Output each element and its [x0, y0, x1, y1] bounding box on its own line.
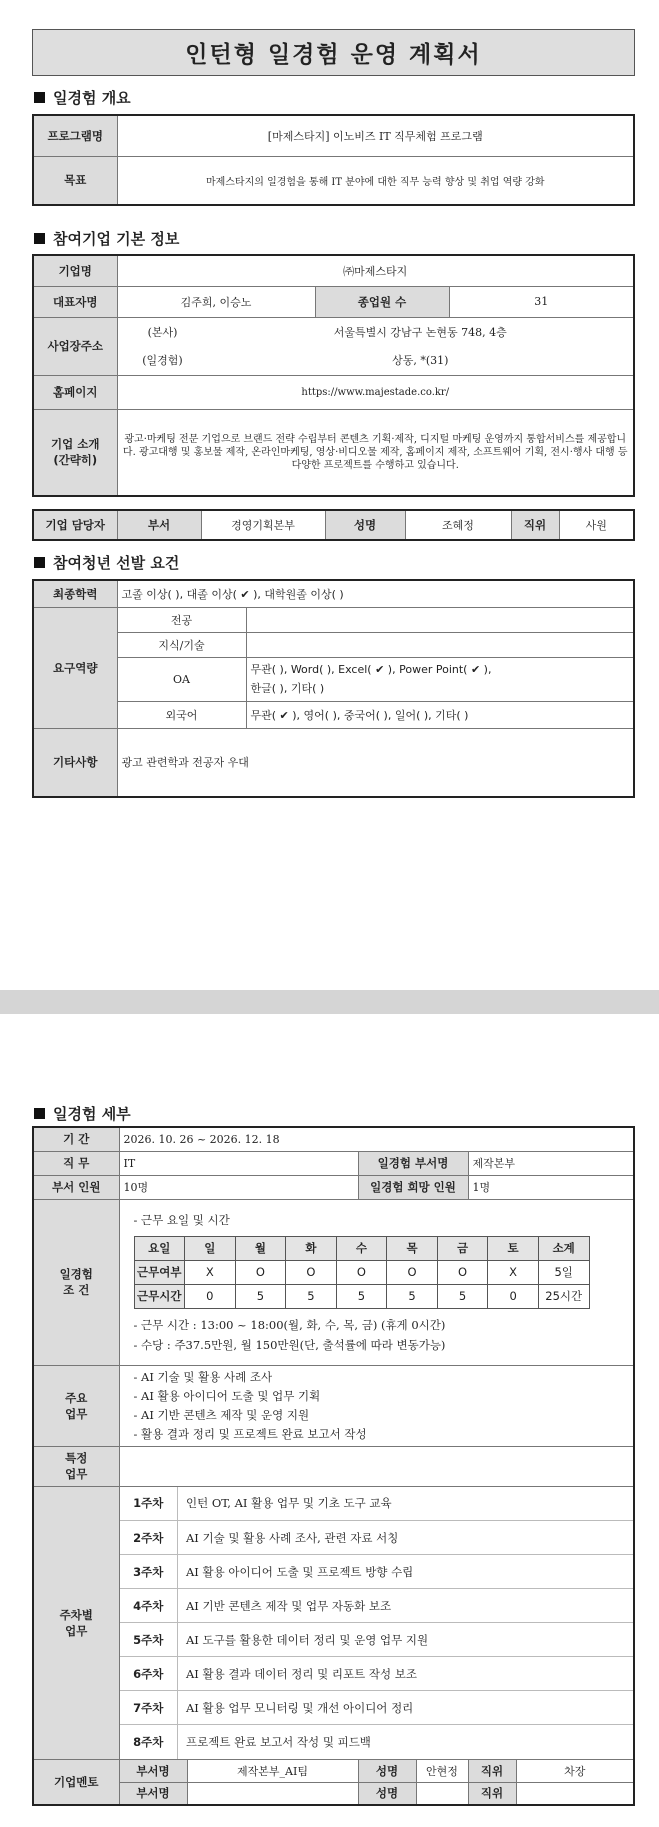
- mentor-position-label: 직위: [468, 1759, 516, 1782]
- section-heading-requirements: 참여청년 선발 요건: [34, 552, 179, 573]
- schedule-table: [134, 1236, 590, 1309]
- schedule-header-cell: 금: [437, 1236, 488, 1260]
- schedule-cell: O: [336, 1260, 387, 1284]
- main-task-item: - 활용 결과 정리 및 프로젝트 완료 보고서 작성: [133, 1426, 367, 1441]
- skill-label: 요구역량: [33, 607, 117, 728]
- goal-label: 목표: [33, 156, 117, 205]
- hope-count-label: 일경험 희망 인원: [358, 1175, 468, 1199]
- employee-count-label: 종업원 수: [315, 286, 449, 317]
- main-task-item: - AI 기술 및 활용 사례 조사: [133, 1369, 273, 1384]
- schedule-header-cell: 요일: [134, 1236, 185, 1260]
- company-name-value: ㈜마제스타지: [117, 255, 634, 286]
- mentor2-name-label: 성명: [358, 1782, 416, 1805]
- schedule-cell: 5: [336, 1284, 387, 1308]
- square-bullet-icon: [34, 233, 45, 244]
- language-label: 외국어: [117, 701, 246, 728]
- main-task-item: - AI 기반 콘텐츠 제작 및 운영 지원: [133, 1407, 310, 1422]
- contact-table: [32, 509, 635, 541]
- contact-position-value: 사원: [559, 510, 634, 540]
- mentor2-position-label: 직위: [468, 1782, 516, 1805]
- homepage-link[interactable]: https://www.majestade.co.kr/: [117, 375, 634, 409]
- mentor-position-value: 차장: [516, 1759, 634, 1782]
- requirements-table: [32, 579, 635, 798]
- weekly-task-row: [120, 1725, 634, 1759]
- main-tasks-cell: [119, 1365, 634, 1446]
- mentor-name-value: 안현정: [416, 1759, 468, 1782]
- section-heading-overview: 일경험 개요: [34, 87, 131, 108]
- condition-label: 일경험 조 건: [33, 1199, 119, 1365]
- overview-table: [32, 114, 635, 206]
- special-tasks-value: [119, 1446, 634, 1486]
- job-value: IT: [119, 1151, 358, 1175]
- company-table: [32, 254, 635, 497]
- schedule-cell: 5일: [538, 1260, 589, 1284]
- condition-cell: [119, 1199, 634, 1365]
- program-name-value: [마제스타지] 이노비즈 IT 직무체험 프로그램: [117, 115, 634, 156]
- company-intro-label: 기업 소개 (간략히): [33, 409, 117, 496]
- contact-name-label: 성명: [325, 510, 405, 540]
- details-table: [32, 1126, 635, 1806]
- main-task-item: - AI 활용 아이디어 도출 및 업무 기획: [133, 1388, 321, 1403]
- week-number: 3주차: [120, 1555, 178, 1589]
- education-label: 최종학력: [33, 580, 117, 607]
- schedule-cell: 5: [437, 1284, 488, 1308]
- address-work-value: 상동, *(31): [392, 354, 449, 367]
- work-dept-label: 일경험 부서명: [358, 1151, 468, 1175]
- knowledge-value: [246, 632, 634, 657]
- schedule-header-cell: 수: [336, 1236, 387, 1260]
- square-bullet-icon: [34, 92, 45, 103]
- schedule-cell: 0: [185, 1284, 236, 1308]
- schedule-header-cell: 일: [185, 1236, 236, 1260]
- schedule-cell: O: [437, 1260, 488, 1284]
- company-intro-value: 광고·마케팅 전문 기업으로 브랜드 전략 수립부터 콘텐츠 기획·제작, 디지털 마케팅 운영까지 통합서비스를 제공합니다. 광고대행 및 홍보물 제작, 온라인마케팅, 영상·비디오물 제작, 홈페이지 제작, 소프트웨어 기획, 전시·행사 대행 등다양한 프로젝트를 수행하고 있습니다.: [117, 409, 634, 496]
- schedule-cell: O: [286, 1260, 337, 1284]
- weekly-task-row: [120, 1487, 634, 1521]
- ceo-label: 대표자명: [33, 286, 117, 317]
- condition-subheading: - 근무 요일 및 시간: [133, 1212, 230, 1227]
- mentor2-dept-value: [187, 1782, 358, 1805]
- address-hq-label: (본사): [147, 326, 178, 339]
- schedule-cell: O: [387, 1260, 438, 1284]
- week-number: 8주차: [120, 1725, 178, 1759]
- document-page-2: [0, 1014, 659, 1827]
- schedule-row-label: 근무시간: [134, 1284, 185, 1308]
- mentor2-name-value: [416, 1782, 468, 1805]
- address-label: 사업장주소: [33, 317, 117, 375]
- work-dept-value: 제작본부: [468, 1151, 634, 1175]
- week-task: AI 기술 및 활용 사례 조사, 관련 자료 서칭: [178, 1521, 634, 1555]
- schedule-cell: 0: [488, 1284, 539, 1308]
- address-work-label: (일경험): [142, 354, 183, 367]
- week-task: AI 활용 결과 데이터 정리 및 리포트 작성 보조: [178, 1657, 634, 1691]
- etc-value: 광고 관련학과 전공자 우대: [117, 728, 634, 797]
- weekly-tasks-label: 주차별 업무: [33, 1486, 119, 1759]
- week-task: AI 기반 콘텐츠 제작 및 업무 자동화 보조: [178, 1589, 634, 1623]
- weekly-task-row: [120, 1555, 634, 1589]
- schedule-cell: X: [185, 1260, 236, 1284]
- allowance-line: - 수당 : 주37.5만원, 월 150만원(단, 출석률에 따라 변동가능): [133, 1337, 446, 1352]
- schedule-header-cell: 목: [387, 1236, 438, 1260]
- week-number: 1주차: [120, 1487, 178, 1521]
- weekly-task-row: [120, 1691, 634, 1725]
- weekly-task-row: [120, 1521, 634, 1555]
- language-value: 무관( ✔ ), 영어( ), 중국어( ), 일어( ), 기타( ): [246, 701, 634, 728]
- week-task: AI 활용 업무 모니터링 및 개선 아이디어 정리: [178, 1691, 634, 1725]
- weekly-task-row: [120, 1657, 634, 1691]
- mentor-label: 기업멘토: [33, 1759, 119, 1805]
- week-task: AI 활용 아이디어 도출 및 프로젝트 방향 수립: [178, 1555, 634, 1589]
- address-cell: [117, 317, 634, 375]
- contact-label: 기업 담당자: [33, 510, 117, 540]
- week-number: 7주차: [120, 1691, 178, 1725]
- contact-dept-value: 경영기획본부: [201, 510, 325, 540]
- week-number: 6주차: [120, 1657, 178, 1691]
- oa-value: 무관( ), Word( ), Excel( ✔ ), Power Point( ✔ ), 한글( ), 기타( ): [246, 657, 634, 701]
- schedule-cell: 5: [286, 1284, 337, 1308]
- schedule-header-cell: 월: [235, 1236, 286, 1260]
- contact-dept-label: 부서: [117, 510, 201, 540]
- job-label: 직 무: [33, 1151, 119, 1175]
- week-number: 4주차: [120, 1589, 178, 1623]
- page-gap: [0, 990, 659, 1014]
- period-label: 기 간: [33, 1127, 119, 1151]
- schedule-cell: 5: [235, 1284, 286, 1308]
- major-label: 전공: [117, 607, 246, 632]
- week-number: 2주차: [120, 1521, 178, 1555]
- weekly-tasks-list: [120, 1487, 634, 1759]
- schedule-cell: 25시간: [538, 1284, 589, 1308]
- schedule-header-cell: 소계: [538, 1236, 589, 1260]
- weekly-task-row: [120, 1623, 634, 1657]
- schedule-header-cell: 화: [286, 1236, 337, 1260]
- mentor-name-label: 성명: [358, 1759, 416, 1782]
- hope-count-value: 1명: [468, 1175, 634, 1199]
- dept-staff-value: 10명: [119, 1175, 358, 1199]
- weekly-tasks-cell: [119, 1486, 634, 1759]
- work-hours-line: - 근무 시간 : 13:00 ~ 18:00(월, 화, 수, 목, 금) (휴게 0시간): [133, 1317, 446, 1332]
- ceo-value: 김주희, 이승노: [117, 286, 315, 317]
- week-task: 프로젝트 완료 보고서 작성 및 피드백: [186, 1734, 371, 1749]
- contact-name-value: 조혜정: [405, 510, 511, 540]
- company-name-label: 기업명: [33, 255, 117, 286]
- contact-position-label: 직위: [511, 510, 559, 540]
- week-task: AI 도구를 활용한 데이터 정리 및 운영 업무 지원: [178, 1623, 634, 1657]
- schedule-cell: X: [488, 1260, 539, 1284]
- mentor-dept-value: 제작본부_AI팀: [187, 1759, 358, 1782]
- special-tasks-label: 특정 업무: [33, 1446, 119, 1486]
- section-heading-details: 일경험 세부: [34, 1103, 131, 1124]
- program-name-label: 프로그램명: [33, 115, 117, 156]
- dept-staff-label: 부서 인원: [33, 1175, 119, 1199]
- weekly-task-row: [120, 1589, 634, 1623]
- employee-count-value: 31: [449, 286, 634, 317]
- schedule-cell: O: [235, 1260, 286, 1284]
- goal-value: 마제스타지의 일경험을 통해 IT 분야에 대한 직무 능력 향상 및 취업 역량 강화: [117, 156, 634, 205]
- week-task: 인턴 OT, AI 활용 업무 및 기초 도구 교육: [178, 1487, 634, 1521]
- schedule-row-label: 근무여부: [134, 1260, 185, 1284]
- mentor-dept-label: 부서명: [119, 1759, 187, 1782]
- address-hq-value: 서울특별시 강남구 논현동 748, 4층: [333, 326, 507, 339]
- major-value: [246, 607, 634, 632]
- mentor2-position-value: [516, 1782, 634, 1805]
- mentor2-dept-label: 부서명: [119, 1782, 187, 1805]
- schedule-cell: 5: [387, 1284, 438, 1308]
- oa-label: OA: [117, 657, 246, 701]
- square-bullet-icon: [34, 557, 45, 568]
- main-tasks-label: 주요 업무: [33, 1365, 119, 1446]
- schedule-header-cell: 토: [488, 1236, 539, 1260]
- period-value: 2026. 10. 26 ~ 2026. 12. 18: [119, 1127, 634, 1151]
- section-heading-company: 참여기업 기본 정보: [34, 228, 179, 249]
- square-bullet-icon: [34, 1108, 45, 1119]
- knowledge-label: 지식/기술: [117, 632, 246, 657]
- education-value: 고졸 이상( ), 대졸 이상( ✔ ), 대학원졸 이상( ): [117, 580, 634, 607]
- week-number: 5주차: [120, 1623, 178, 1657]
- homepage-label: 홈페이지: [33, 375, 117, 409]
- document-title: 인턴형 일경험 운영 계획서: [32, 29, 635, 76]
- etc-label: 기타사항: [33, 728, 117, 797]
